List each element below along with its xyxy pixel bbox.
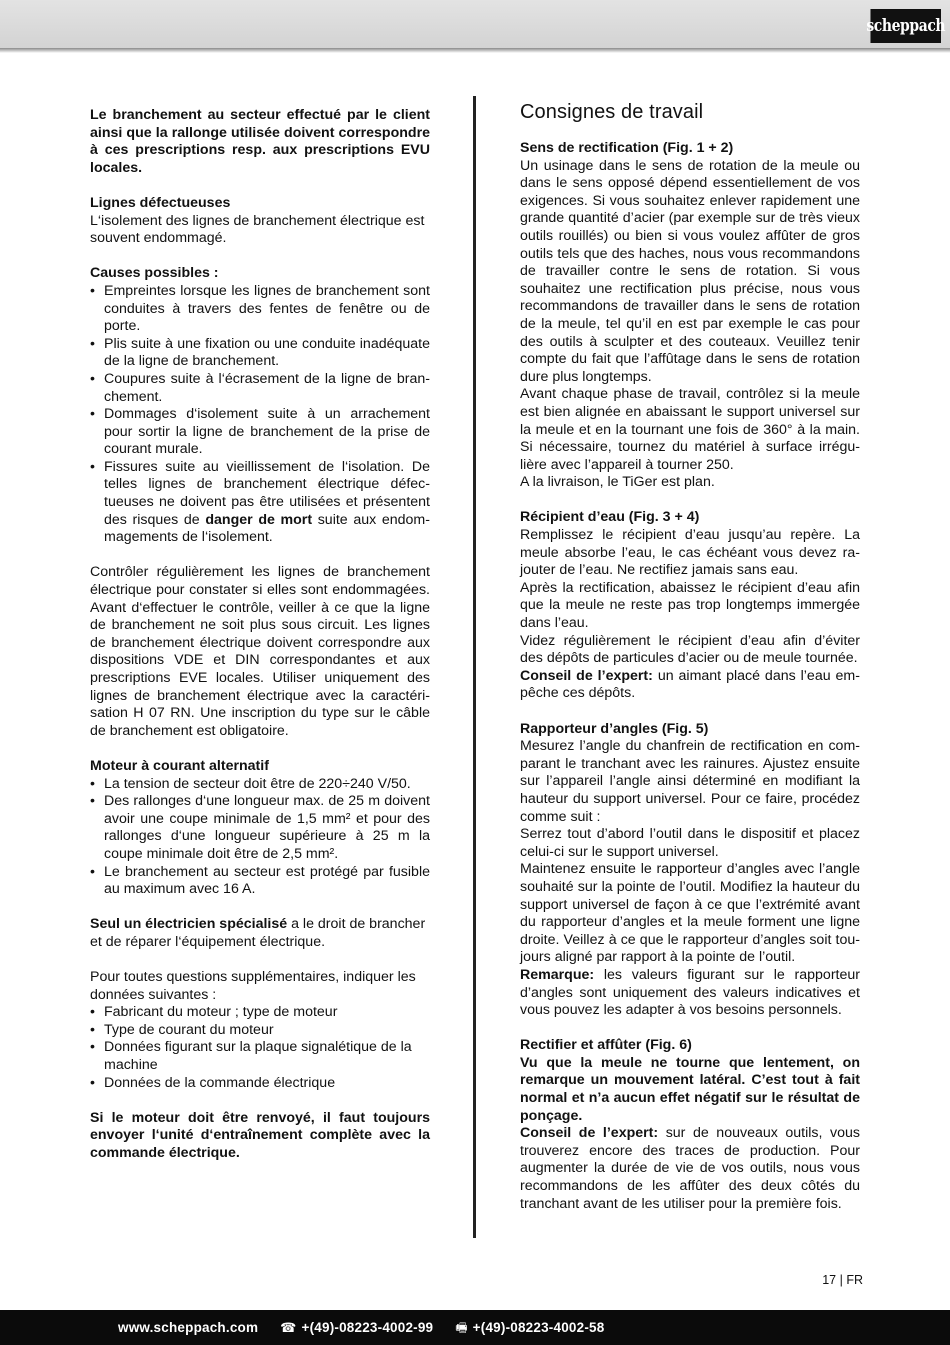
protractor-note [520,967,860,1020]
water-tip-text: un aimant placé dans l’eau empêche ces dépôts. [520,667,860,702]
danger-warning: danger de mort [205,511,313,528]
sharpen-tip-label: Conseil de l’expert: [520,1125,659,1142]
protractor-p1: Mesurez l’angle du chanfrein de rectification en comparant le tranchant avec les rainures. Ajustez ensuite sur l’appareil l’angle ainsi déterminé en modifiant la hauteur du support universel. Pour ce faire, procédez comme suit : [520,738,860,825]
questions-section [90,969,430,1092]
questions-list [90,1004,430,1092]
direction-title: Sens de rectification (Fig. 1 + 2) [520,140,734,156]
fax-icon: 🖷 [455,1320,468,1335]
water-p2: Après la rectification, abaissez le récipient d’eau afin que la meule ne reste pas trop longtemps immergée dans l’eau. [520,579,860,632]
protractor-note-text: les valeurs figurant sur le rapporteur d’angles sont uniquement des valeurs indicatives et vous pouvez les adapter à vos besoins personnels. [520,966,860,1019]
left-column [90,107,430,1163]
direction-p1: Un usinage dans le sens de rotation de la meule ou dans le sens opposé dépend essentiellement de vos exigences. Si vous souhaitez enlever rapidement une grande quantité d’acier (par exemple sur de très vieux outils rouillés) ou bien si vous voulez affûter de gros outils tels que des haches, nous vous recommandons de travailler contre le sens de rotation. Si vous souhaitez une rectification plus précise, nous vous recommandons de travailler dans le sens de rotation de la meule, tel qu’il en est par exemple le cas pour des outils à sculpter et des couteaux. Veuillez tenir compte du fait que l’affûtage dans le sens de rotation dure plus longtemps. [520,157,860,385]
motor-list [90,776,430,899]
protractor-p2: Serrez tout d’abord l’outil dans le dispositif et placez celui-ci sur le support universel. [520,826,860,860]
water-title: Récipient d’eau (Fig. 3 + 4) [520,509,700,526]
brand-logo: scheppach [870,9,941,43]
causes-last-item-part2: suite aux endommagements de l‘isolement. [104,511,430,546]
causes-list [90,283,430,547]
phone-icon: ☎ [280,1320,297,1335]
list-item: • Type de courant du moteur [90,1022,430,1040]
direction-p2: Avant chaque phase de travail, contrôlez si la meule est bien alignée en abaissant le support universel sur la meule et en la tournant une fois de 360° à la main. Si nécessaire, tournez du matériel à surface irrégulière avec l’appareil à tourner 250. [520,386,860,473]
list-item: • Le branchement au secteur est protégé par fusible au maximum avec 16 A. [90,864,430,899]
sharpen-title: Rectifier et affûter (Fig. 6) [520,1037,692,1054]
water-tip-label: Conseil de l’expert: [520,667,653,684]
page-title: Consignes de travail [520,101,704,123]
list-item: • Données figurant sur la plaque signalétique de la machine [90,1039,430,1074]
control-paragraph: Contrôler régulièrement les lignes de branchement électrique pour constater si elles sont endommagées. Avant d‘effectuer le contrôle, veiller à ce que la ligne de branchement ne soit plus sous circuit. Les lignes de branchement électrique doivent correspondre aux dispositions VDE et DIN correspondantes et aux prescriptions EVE locales. Utiliser uniquement des lignes de branchement électrique avec la caractérisation H 07 RN. Une inscription du type sur le câble de branchement est obligatoire. [90,564,430,739]
top-bar [0,0,950,52]
column-divider [473,96,476,1238]
defective-lines-title: Lignes défectueuses [90,194,231,211]
sharpen-section [520,1037,860,1213]
direction-p3: A la livraison, le TiGer est plan. [520,474,715,491]
list-item: • Plis suite à une fixation ou une conduite inadéquate de la ligne de branchement. [90,336,430,371]
questions-intro: Pour toutes questions supplémentaires, indiquer les données suivantes : [90,969,416,1003]
causes-title: Causes possibles : [90,265,219,282]
page-number: 17 | FR [822,1273,863,1287]
list-item [90,459,430,547]
list-item: • Fabricant du moteur ; type de moteur [90,1004,430,1022]
defective-lines-section [90,195,430,248]
causes-section [90,265,430,547]
motor-section [90,758,430,899]
defective-lines-text: L‘isolement des lignes de branchement électrique est souvent endommagé. [90,212,425,247]
list-item: • Coupures suite à l‘écrasement de la ligne de branchement. [90,371,430,406]
right-column [520,100,860,1213]
protractor-p3: Maintenez ensuite le rapporteur d’angles avec l’angle souhaité sur la pointe de l’outil. Modifiez la hauteur du support universel de façon à ce que l’extrémité avant du rapporteur d’angles et la meule forment une ligne droite. Veillez à ce que le rapporteur d’angles soit toujours aligné par rapport à la pointe de l’outil. [520,861,860,966]
top-bar-shadow [0,48,950,53]
return-note: Si le moteur doit être renvoyé, il faut toujours envoyer l‘unité d‘entraînement complète avec la commande électrique. [90,1109,430,1162]
direction-section [520,140,860,492]
causes-last-item-part1: Fissures suite au vieillissement de l‘isolation. De telles lignes de branchement électrique défectueuses ne doivent pas être utilisées et présentent des risques de [104,458,430,528]
footer-bar [0,1310,950,1345]
list-item: • Dommages d‘isolement suite à un arrachement pour sortir la ligne de branchement de la prise de courant murale. [90,406,430,459]
sharpen-bold-text: Vu que la meule ne tourne que lentement, on remarque un mouvement latéral. C’est tout à fait normal et n’a aucun effet négatif sur le résultat de ponçage. [520,1054,860,1124]
protractor-section [520,721,860,1020]
water-p3: Videz régulièrement le récipient d’eau afin d’éviter des dépôts de particules d’acier ou de meule tournée. [520,632,860,667]
protractor-note-label: Remarque: [520,966,595,983]
website-link[interactable]: www.scheppach.com [118,1320,259,1335]
electrician-paragraph [90,916,430,951]
list-item: • Des rallonges d‘une longueur max. de 25 m doivent avoir une coupe minimale de 1,5 mm² et pour des rallonges d‘une longueur supérieure à 25 m la coupe minimale doit être de 2,5 mm². [90,793,430,863]
protractor-title: Rapporteur d’angles (Fig. 5) [520,720,709,737]
list-item: • Empreintes lorsque les lignes de branchement sont conduites à travers des fentes de fenêtre ou de porte. [90,283,430,336]
electrician-bold: Seul un électricien spécialisé [90,916,288,933]
fax-number: +(49)-08223-4002-58 [472,1320,605,1335]
motor-title: Moteur à courant alternatif [90,757,269,774]
footer-contact [118,1319,604,1341]
phone-number: +(49)-08223-4002-99 [301,1320,434,1335]
list-item: • La tension de secteur doit être de 220÷240 V/50. [90,776,430,794]
sharpen-tip [520,1125,860,1213]
water-section [520,509,860,703]
water-tip [520,668,860,703]
electrician-rest: a le droit de brancher et de réparer l‘équipement électrique. [90,916,426,950]
sharpen-tip-text: sur de nouveaux outils, vous trouverez encore des traces de production. Pour augmenter la durée de vie de vos outils, nous vous recommandons de les affûter des deux côtés du tranchant avant de les utiliser pour la première fois. [520,1125,860,1212]
water-p1: Remplissez le récipient d’eau jusqu’au repère. La meule absorbe l’eau, le cas échéant vous devez rajouter de l’eau. Ne rectifiez jamais sans eau. [520,527,860,579]
intro-paragraph: Le branchement au secteur effectué par le client ainsi que la rallonge utilisée doivent correspondre à ces prescriptions resp. aux prescriptions EVU locales. [90,107,430,176]
list-item: • Données de la commande électrique [90,1075,430,1093]
